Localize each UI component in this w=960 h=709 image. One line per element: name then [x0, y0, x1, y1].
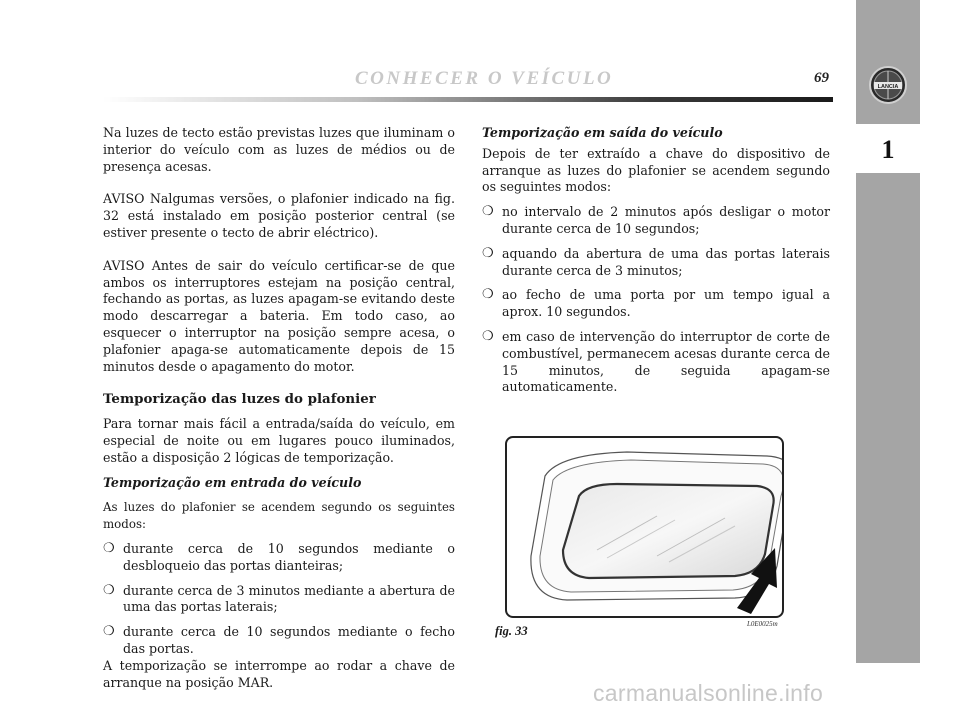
- list-item: [482, 246, 830, 280]
- figure-code: L0E0025m: [747, 620, 778, 628]
- list-item-text: durante cerca de 10 segundos mediante o fecho das portas.: [123, 624, 455, 656]
- paragraph: Depois de ter extraído a chave do dispositivo de arranque as luzes do plafonier se acendem segundo os seguintes modos:: [482, 145, 830, 195]
- list-item-text: no intervalo de 2 minutos após desligar o motor durante cerca de 10 segundos;: [502, 204, 830, 236]
- list-item-text: durante cerca de 3 minutos mediante a abertura de uma das portas laterais;: [123, 582, 455, 615]
- bullet-icon: ❍: [482, 328, 494, 344]
- list-item-text: em caso de intervenção do interruptor de corte de combustível, permanecem acesas durante cerca de 15 minutos, de seguida apagam-se automaticamente.: [502, 328, 830, 395]
- paragraph: A temporização se interrompe ao rodar a chave de arranque na posição MAR.: [103, 657, 455, 690]
- paragraph: AVISO Antes de sair do veículo certificar-se de que ambos os interruptores estejam na posição central, fechando as portas, as luzes apagam-se evitando deste modo descarregar a bateria. Em todo caso, ao esquecer o interruptor na posição sempre acesa, o plafonier apaga-se automaticamente depois de 15 minutos desde o apagamento do motor.: [103, 257, 455, 374]
- list-item-text: durante cerca de 10 segundos mediante o desbloqueio das portas dianteiras;: [123, 540, 455, 573]
- chapter-number-box[interactable]: [856, 126, 920, 173]
- lancia-shield-icon: [868, 59, 908, 111]
- watermark: carmanualsonline.info: [593, 680, 824, 706]
- bullet-icon: ❍: [482, 204, 494, 220]
- figure-caption: fig. 33: [495, 624, 528, 638]
- list-item: [103, 541, 455, 575]
- brand-logo: [856, 44, 920, 126]
- paragraph: As luzes do plafonier se acendem segundo os seguintes modos:: [103, 500, 455, 532]
- list-item: [103, 583, 455, 617]
- header-rule: [103, 97, 833, 102]
- list-item: [482, 204, 830, 238]
- list-item: [482, 329, 830, 396]
- bullet-icon: ❍: [103, 624, 115, 640]
- bullet-icon: ❍: [103, 582, 115, 598]
- bullet-icon: ❍: [482, 287, 494, 303]
- list-item: [103, 624, 455, 658]
- figure-33-illustration: [505, 436, 784, 618]
- ceiling-light-illustration: [507, 438, 782, 616]
- subsection-heading: Temporização em saída do veículo: [482, 125, 723, 140]
- paragraph: AVISO Nalgumas versões, o plafonier indicado na fig. 32 está instalado em posição posterior central (se estiver presente o tecto de abrir eléctrico).: [103, 191, 455, 240]
- paragraph: Para tornar mais fácil a entrada/saída do veículo, em especial de noite ou em lugares pouco iluminados, estão a disposição 2 lógicas de temporização.: [103, 416, 455, 465]
- paragraph: Na luzes de tecto estão previstas luzes que iluminam o interior do veículo com as luzes de médios ou de presença acesas.: [103, 125, 455, 174]
- list-item-text: ao fecho de uma porta por um tempo igual a aprox. 10 segundos.: [502, 287, 830, 320]
- list-item-text: aquando da abertura de uma das portas laterais durante cerca de 3 minutos;: [502, 245, 830, 278]
- chapter-number: 1: [881, 134, 895, 164]
- bullet-icon: ❍: [103, 540, 115, 556]
- left-column: [103, 125, 455, 691]
- running-header-title: CONHECER O VEÍCULO: [355, 68, 614, 89]
- list-item: [482, 287, 830, 321]
- page-number: 69: [814, 70, 829, 86]
- section-heading: Temporização das luzes do plafonier: [103, 391, 376, 408]
- logo-text: LANCIA: [877, 84, 899, 90]
- right-column: [482, 125, 830, 396]
- subsection-heading: Temporização em entrada do veículo: [103, 474, 362, 490]
- bullet-icon: ❍: [482, 245, 494, 261]
